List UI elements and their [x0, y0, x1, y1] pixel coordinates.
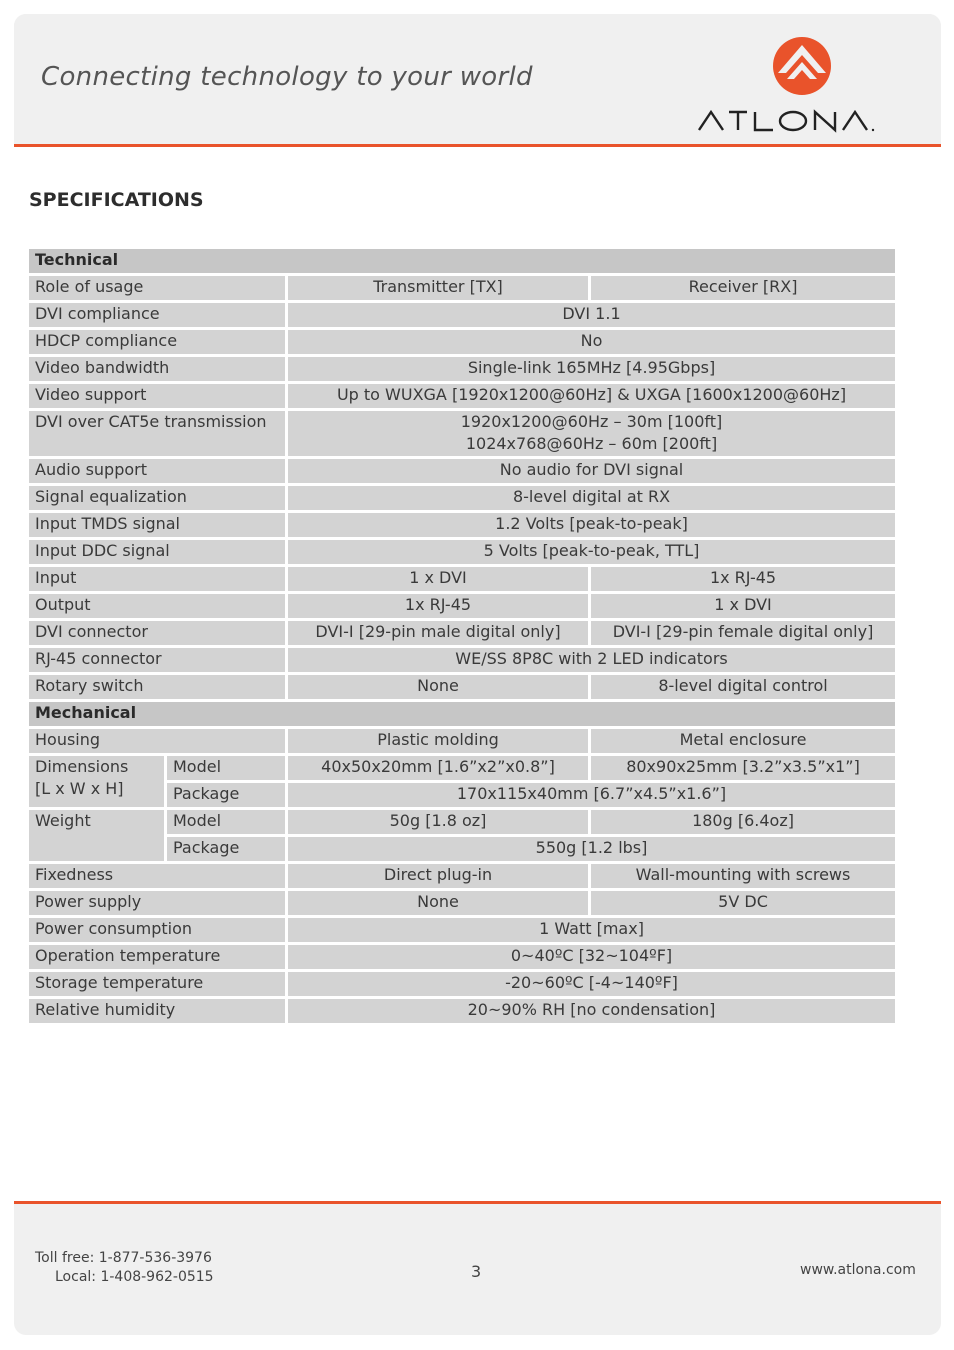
table-section-row [29, 249, 895, 276]
section-heading-mechanical: Mechanical [29, 702, 895, 729]
table-row [29, 594, 895, 621]
row-value: Single-link 165MHz [4.95Gbps] [288, 357, 895, 384]
tx-value: 1x RJ-45 [288, 594, 591, 621]
row-label: Input [29, 567, 288, 594]
tx-value: DVI-I [29-pin male digital only] [288, 621, 591, 648]
table-row [29, 513, 895, 540]
section-heading-technical: Technical [29, 249, 895, 276]
tx-value: 40x50x20mm [1.6”x2”x0.8”] [288, 756, 591, 783]
row-label: Output [29, 594, 288, 621]
row-label: Video support [29, 384, 288, 411]
table-row [29, 276, 895, 303]
tx-value: Direct plug-in [288, 864, 591, 891]
rx-value: DVI-I [29-pin female digital only] [591, 621, 895, 648]
row-label: DVI compliance [29, 303, 288, 330]
rx-value: Metal enclosure [591, 729, 895, 756]
section-title: SPECIFICATIONS [29, 189, 204, 211]
header-tagline: Connecting technology to your world [41, 62, 533, 92]
table-row [29, 459, 895, 486]
footer-divider [14, 1201, 941, 1204]
tx-value: 1 x DVI [288, 567, 591, 594]
row-label: Operation temperature [29, 945, 288, 972]
row-value: 5 Volts [peak-to-peak, TTL] [288, 540, 895, 567]
specifications-table [29, 249, 895, 1026]
table-row [29, 303, 895, 330]
table-row [29, 384, 895, 411]
table-row [29, 540, 895, 567]
row-label: Video bandwidth [29, 357, 288, 384]
row-label: RJ-45 connector [29, 648, 288, 675]
row-value: 20~90% RH [no condensation] [288, 999, 895, 1026]
rx-value: 180g [6.4oz] [591, 810, 895, 837]
table-row [29, 945, 895, 972]
tx-value: None [288, 891, 591, 918]
row-label: Power consumption [29, 918, 288, 945]
table-row [29, 864, 895, 891]
page-number: 3 [471, 1262, 482, 1281]
row-value [288, 411, 895, 459]
rx-value: 1x RJ-45 [591, 567, 895, 594]
row-value: DVI 1.1 [288, 303, 895, 330]
row-label: Housing [29, 729, 288, 756]
table-section-row [29, 702, 895, 729]
table-row [29, 999, 895, 1026]
local-number: Local: 1-408-962-0515 [55, 1269, 214, 1285]
row-label: Power supply [29, 891, 288, 918]
table-row [29, 411, 895, 459]
sub-label: Package [167, 837, 288, 864]
row-label: Relative humidity [29, 999, 288, 1026]
weight-label: Weight [29, 810, 167, 864]
row-label: Input TMDS signal [29, 513, 288, 540]
row-label: Input DDC signal [29, 540, 288, 567]
table-row [29, 918, 895, 945]
row-value: Up to WUXGA [1920x1200@60Hz] & UXGA [1600x1200@60Hz] [288, 384, 895, 411]
table-row [29, 756, 895, 783]
row-label: HDCP compliance [29, 330, 288, 357]
table-row [29, 810, 895, 837]
table-row [29, 621, 895, 648]
label-line: [L x W x H] [35, 779, 124, 798]
rx-value: Receiver [RX] [591, 276, 895, 303]
website-link[interactable]: www.atlona.com [800, 1262, 916, 1278]
row-label: Rotary switch [29, 675, 288, 702]
rx-value: Wall-mounting with screws [591, 864, 895, 891]
label-line: Dimensions [35, 757, 129, 776]
row-label: DVI over CAT5e transmission [29, 411, 288, 459]
table-row [29, 486, 895, 513]
row-label: Role of usage [29, 276, 288, 303]
tx-value: 50g [1.8 oz] [288, 810, 591, 837]
row-value: 170x115x40mm [6.7”x4.5”x1.6”] [288, 783, 895, 810]
tx-value: Plastic molding [288, 729, 591, 756]
rx-value: 1 x DVI [591, 594, 895, 621]
toll-free-number: Toll free: 1-877-536-3976 [35, 1250, 212, 1266]
dimensions-label [29, 756, 167, 810]
table-row [29, 648, 895, 675]
row-value: 1.2 Volts [peak-to-peak] [288, 513, 895, 540]
row-label: Storage temperature [29, 972, 288, 999]
row-value: -20~60ºC [-4~140ºF] [288, 972, 895, 999]
row-value: 550g [1.2 lbs] [288, 837, 895, 864]
atlona-logo-icon [695, 36, 915, 106]
sub-label: Model [167, 810, 288, 837]
table-row [29, 567, 895, 594]
atlona-wordmark [695, 106, 915, 136]
sub-label: Package [167, 783, 288, 810]
table-row [29, 972, 895, 999]
row-value: WE/SS 8P8C with 2 LED indicators [288, 648, 895, 675]
rx-value: 8-level digital control [591, 675, 895, 702]
row-label: Fixedness [29, 864, 288, 891]
tx-value: None [288, 675, 591, 702]
row-value: No [288, 330, 895, 357]
row-value: No audio for DVI signal [288, 459, 895, 486]
row-label: DVI connector [29, 621, 288, 648]
row-label: Audio support [29, 459, 288, 486]
value-line: 1920x1200@60Hz – 30m [100ft] [460, 412, 723, 431]
atlona-logo [695, 36, 915, 136]
rx-value: 80x90x25mm [3.2”x3.5”x1”] [591, 756, 895, 783]
table-row [29, 891, 895, 918]
footer-contact [35, 1249, 214, 1287]
rx-value: 5V DC [591, 891, 895, 918]
sub-label: Model [167, 756, 288, 783]
table-row [29, 675, 895, 702]
row-label: Signal equalization [29, 486, 288, 513]
row-value: 0~40ºC [32~104ºF] [288, 945, 895, 972]
value-line: 1024x768@60Hz – 60m [200ft] [465, 434, 718, 453]
tx-value: Transmitter [TX] [288, 276, 591, 303]
table-row [29, 357, 895, 384]
table-row [29, 330, 895, 357]
row-value: 8-level digital at RX [288, 486, 895, 513]
row-value: 1 Watt [max] [288, 918, 895, 945]
table-row [29, 729, 895, 756]
